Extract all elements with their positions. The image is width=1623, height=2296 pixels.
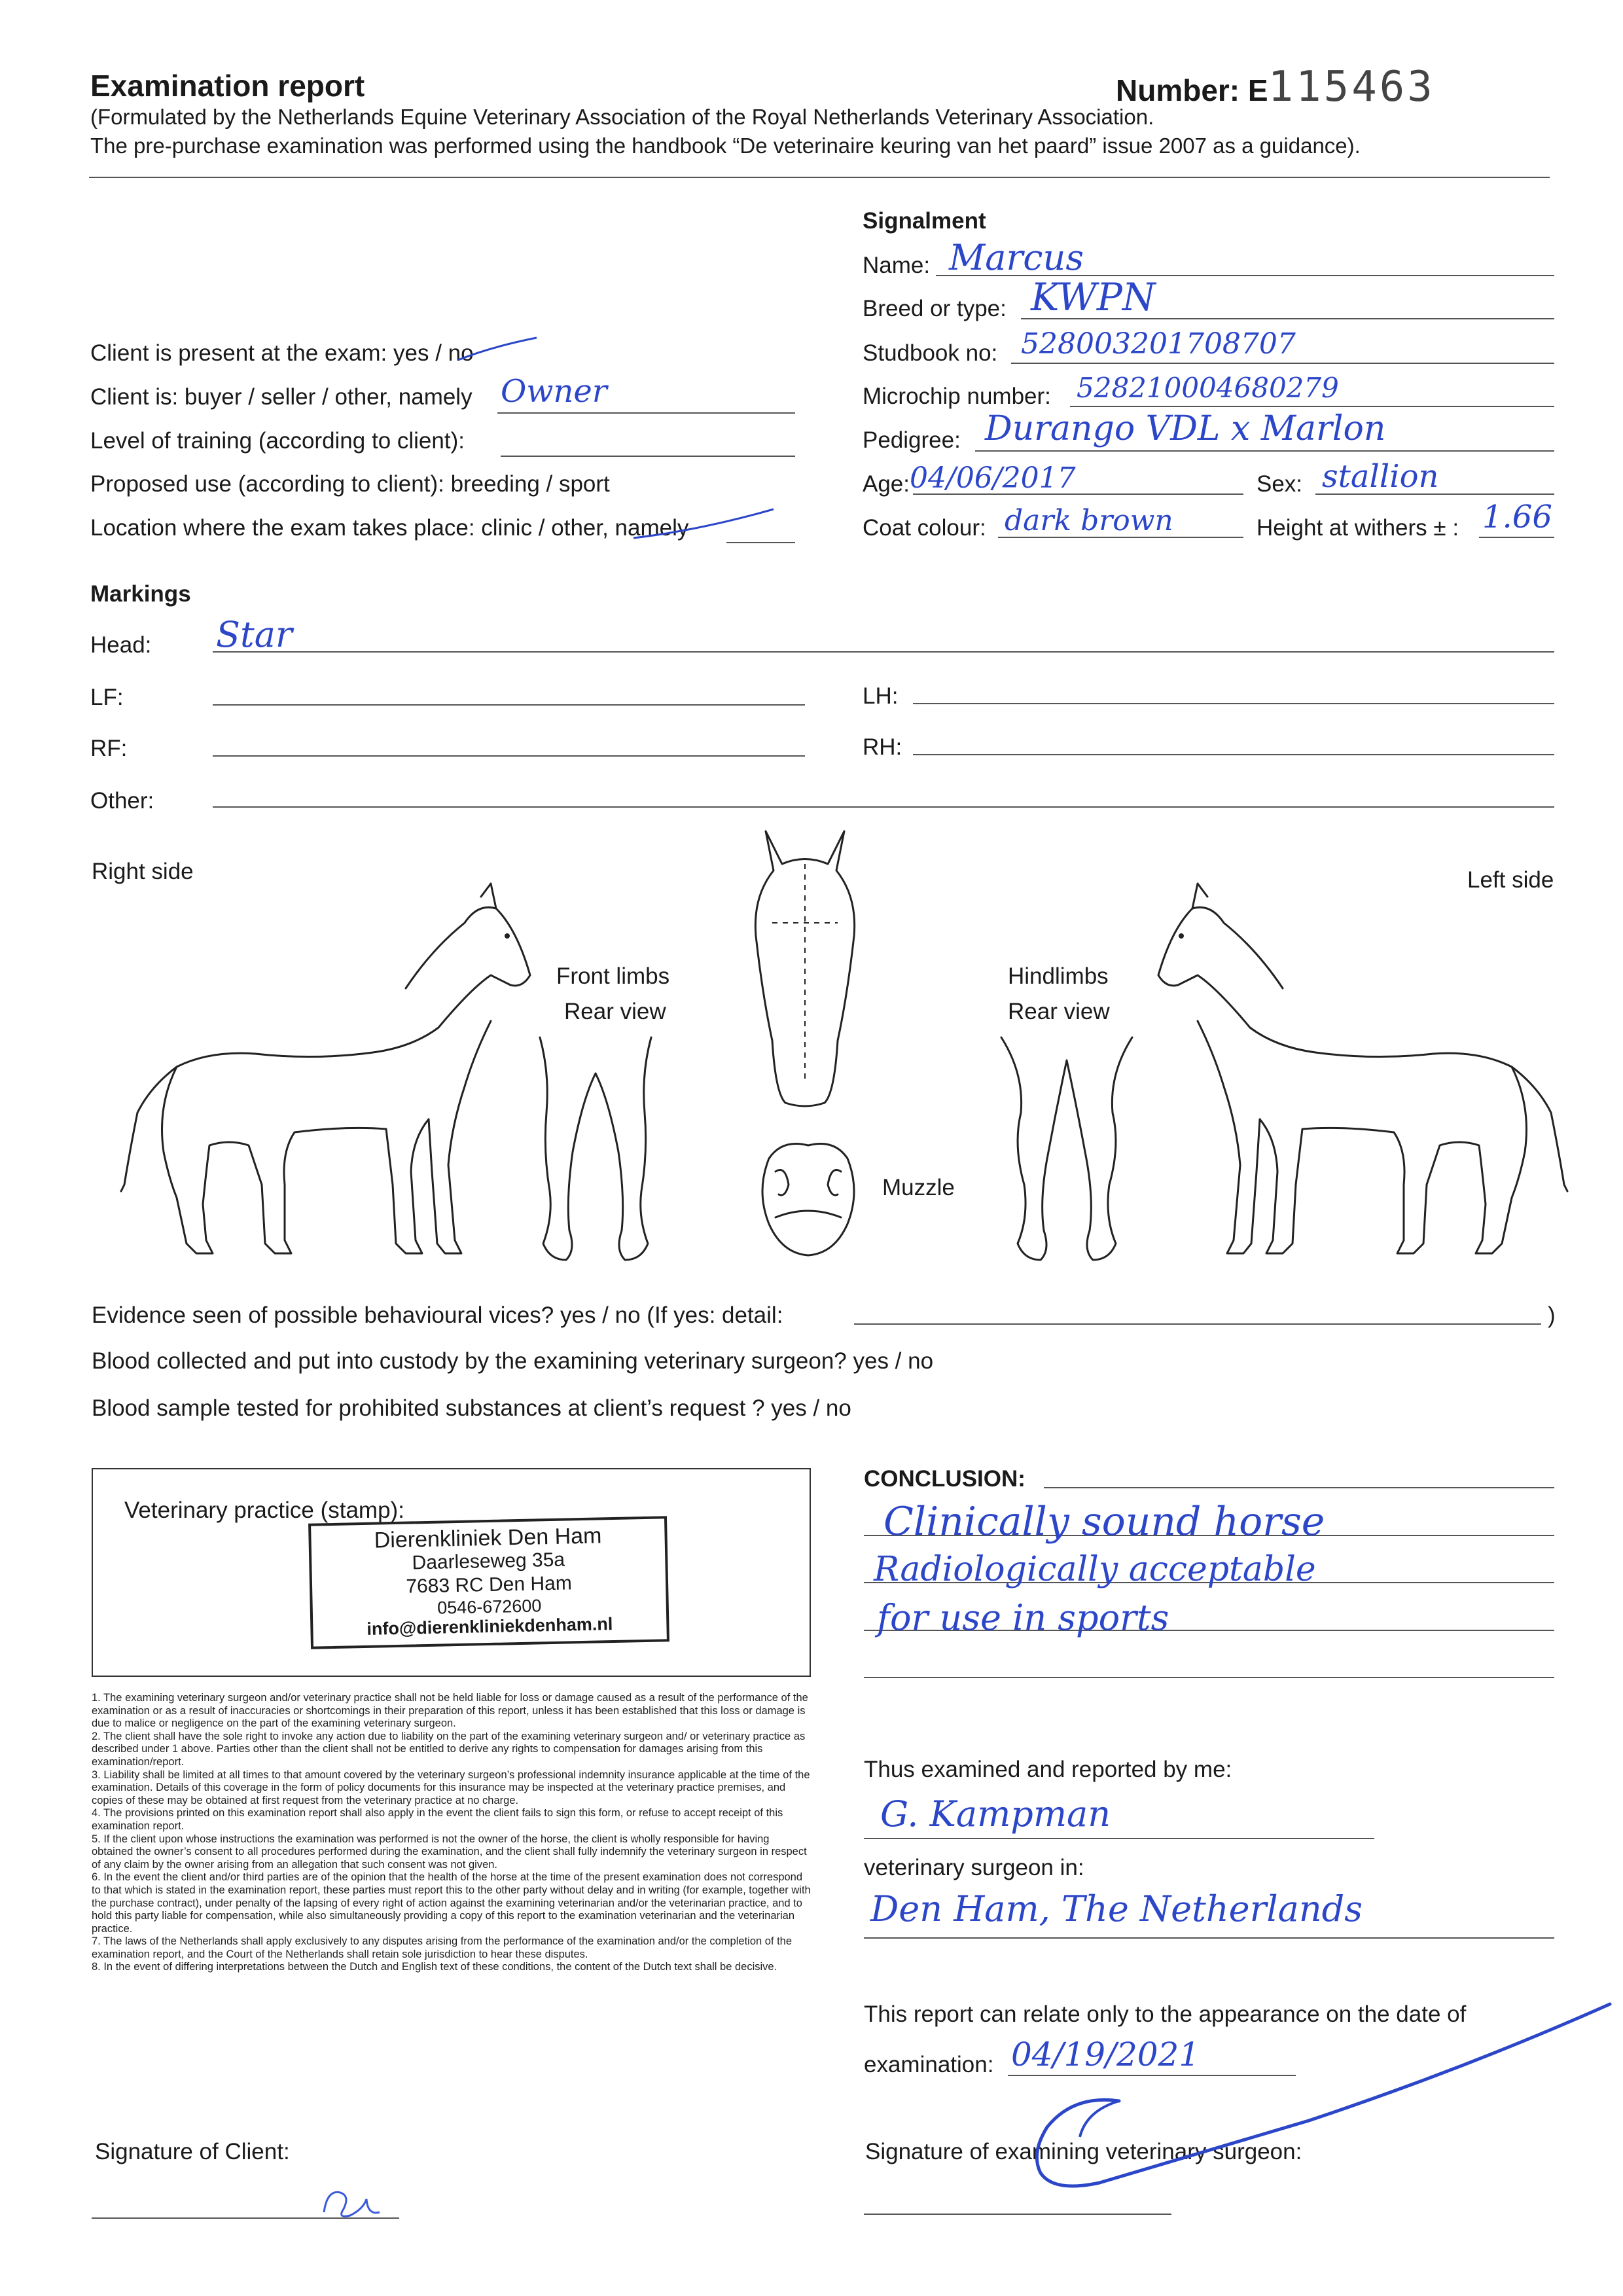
training-line (501, 456, 795, 457)
page-title: Examination report (90, 69, 365, 103)
exam-date-label: examination: (864, 2052, 994, 2077)
blood-custody-question: Blood collected and put into custody by the examining veterinary surgeon? yes / no (92, 1348, 934, 1374)
subtitle-line-2: The pre-purchase examination was performed using the handbook “De veterinaire keuring van het paard” issue 2007 as a guidance). (90, 134, 1361, 158)
sex-value: stallion (1322, 458, 1439, 495)
client-is-line (497, 412, 795, 414)
studbook-line (1011, 363, 1554, 364)
head-line (213, 651, 1554, 653)
studbook-label: Studbook no: (863, 340, 998, 366)
hindlimbs-label: Hindlimbs (1008, 963, 1109, 989)
left-side-label: Left side (1467, 867, 1554, 893)
front-limbs-label: Front limbs (556, 963, 670, 989)
horse-right-side-diagram (98, 877, 543, 1270)
right-side-label: Right side (92, 859, 194, 884)
conclusion-line-4 (864, 1677, 1554, 1678)
term-8: 8. In the event of differing interpretations between the Dutch and English text of these conditions, the content of the Dutch text shall be decisive. (92, 1961, 777, 1973)
muzzle-label: Muzzle (882, 1175, 955, 1200)
hindlimbs-diagram (995, 1034, 1139, 1270)
client-is-label: Client is: buyer / seller / other, namely (90, 384, 473, 410)
vices-question: Evidence seen of possible behavioural vices? yes / no (If yes: detail: (92, 1302, 783, 1328)
exam-date-value: 04/19/2021 (1011, 2036, 1200, 2073)
rh-label: RH: (863, 734, 902, 760)
name-value: Marcus (949, 237, 1084, 278)
relate-text: This report can relate only to the appearance on the date of (864, 2001, 1467, 2027)
muzzle-diagram (756, 1132, 861, 1263)
height-value: 1.66 (1482, 499, 1552, 535)
head-front-diagram (746, 825, 864, 1113)
conclusion-line-0 (1044, 1487, 1554, 1488)
term-6: 6. In the event the client and/or third parties are of the opinion that the health of the horse at the time of the present examination does not correspond to that which is stated in the examination report, these parties must report this to the other party without delay and in writing (for example, together with the purchase contract), under penalty of the lapsing of every right of action against the examining veterinarian and/or the veterinarian practice, and to hold this party liable for compensation, while also simultaneously providing a copy of this report to the examination veterinarian and the veterinarian practice. (92, 1871, 811, 1935)
term-1: 1. The examining veterinary surgeon and/or veterinary practice shall not be held liable for loss or damage caused as a result of the performance of the examination or as a result of inaccuracies or shortcomings in their preparation of this report, unless it has been established that this loss or damage is due to malice or negligence on the part of the examining veterinary surgeon. (92, 1692, 808, 1730)
pedigree-label: Pedigree: (863, 427, 961, 453)
microchip-label: Microchip number: (863, 384, 1051, 409)
sex-label: Sex: (1257, 471, 1303, 497)
examined-by-line (864, 1838, 1374, 1839)
pedigree-line (975, 450, 1554, 452)
age-value: 04/06/2017 (910, 461, 1076, 495)
other-label: Other: (90, 788, 154, 814)
signalment-heading: Signalment (863, 208, 986, 234)
surgeon-signature (969, 1996, 1623, 2206)
lf-label: LF: (90, 685, 124, 710)
practice-label: Veterinary practice (stamp): (124, 1498, 404, 1523)
coat-label: Coat colour: (863, 515, 986, 541)
height-label: Height at withers ± : (1257, 515, 1459, 541)
studbook-value: 528003201708707 (1021, 327, 1296, 361)
breed-value: KWPN (1031, 275, 1156, 319)
rf-line (213, 755, 805, 757)
terms-and-conditions (92, 1692, 812, 1974)
client-signature (314, 2179, 399, 2225)
client-is-value: Owner (501, 373, 607, 410)
practice-stamp: Dierenkliniek Den Ham Daarleseweg 35a 7683 RC Den Ham 0546-672600 info@dierenkliniekdenham.nl (308, 1516, 669, 1649)
rf-label: RF: (90, 736, 128, 761)
conclusion-text-1: Clinically sound horse (883, 1499, 1325, 1545)
conclusion-text-3: for use in sports (877, 1597, 1169, 1638)
client-signature-label: Signature of Client: (95, 2139, 290, 2164)
term-5: 5. If the client upon whose instructions the examination was performed is not the owner of the horse, the client is wholly responsible for having obtained the owner’s consent to all procedures performed during the examination, and the client shall fully indemnify the veterinary surgeon in respect of any claim by the owner arising from an allegation that such consent was not given. (92, 1833, 807, 1871)
training-label: Level of training (according to client): (90, 428, 465, 454)
front-limbs-view-label: Rear view (564, 999, 666, 1024)
surgeon-signature-label: Signature of examining veterinary surgeon: (865, 2139, 1302, 2164)
conclusion-text-2: Radiologically acceptable (874, 1550, 1316, 1589)
term-7: 7. The laws of the Netherlands shall apply exclusively to any disputes arising from the performance of the examination and/or the completion of the examination report, and the Court of the Netherlands shall retain sole jurisdiction to hear these disputes. (92, 1935, 793, 1960)
surgeon-signature-line (864, 2214, 1171, 2215)
examined-by-value: G. Kampman (880, 1793, 1111, 1835)
lh-label: LH: (863, 683, 899, 709)
blood-tested-question: Blood sample tested for prohibited substances at client’s request ? yes / no (92, 1395, 851, 1421)
markings-heading: Markings (90, 581, 191, 607)
proposed-use-label: Proposed use (according to client): breeding / sport (90, 471, 610, 497)
breed-label: Breed or type: (863, 296, 1007, 321)
other-line (213, 806, 1554, 808)
name-label: Name: (863, 253, 931, 278)
client-present-label: Client is present at the exam: yes / no (90, 340, 474, 366)
microchip-value: 528210004680279 (1077, 372, 1339, 404)
examined-by-label: Thus examined and reported by me: (864, 1757, 1232, 1782)
term-4: 4. The provisions printed on this examination report shall also apply in the event the client fails to sign this form, or refuse to accept receipt of this examination report. (92, 1807, 783, 1832)
surgeon-in-line (864, 1937, 1554, 1939)
head-label: Head: (90, 632, 152, 658)
report-number: Number: E115463 (1116, 63, 1435, 111)
height-line (1479, 537, 1554, 538)
lf-line (213, 704, 805, 706)
client-present-strike (452, 334, 543, 367)
location-label: Location where the exam takes place: clinic / other, namely (90, 515, 689, 541)
location-strike (628, 504, 779, 543)
front-limbs-diagram (524, 1034, 668, 1270)
vices-detail-line (854, 1323, 1541, 1325)
term-3: 3. Liability shall be limited at all times to that amount covered by the veterinary surgeon’s professional indemnity insurance applicable at the time of the examination. Details of this coverage in the form of policy documents for this insurance may be inspected at the veterinary practice premises, and copies of these may be obtained at first request from the veterinary practice at no charge. (92, 1768, 810, 1806)
hindlimbs-view-label: Rear view (1008, 999, 1110, 1024)
surgeon-in-label: veterinary surgeon in: (864, 1855, 1084, 1880)
header-divider (89, 177, 1550, 178)
age-label: Age: (863, 471, 910, 497)
pedigree-value: Durango VDL x Marlon (985, 409, 1386, 448)
report-number-value: 115463 (1268, 63, 1435, 111)
subtitle-line-1: (Formulated by the Netherlands Equine Veterinary Association of the Royal Netherlands Veterinary Association. (90, 105, 1154, 129)
head-value: Star (216, 614, 293, 655)
horse-left-side-diagram (1145, 877, 1590, 1270)
conclusion-heading: CONCLUSION: (864, 1466, 1026, 1492)
coat-value: dark brown (1005, 504, 1173, 537)
microchip-line (1070, 406, 1554, 407)
rh-line (913, 754, 1554, 755)
vices-close-paren: ) (1548, 1302, 1556, 1328)
lh-line (913, 703, 1554, 704)
term-2: 2. The client shall have the sole right to invoke any action due to liability on the part of the examining veterinary surgeon and/ or veterinary practice as described under 1 above. Parties other than the client shall not be entitled to derive any rights to compensation for damages arising from this examination/report. (92, 1730, 806, 1768)
surgeon-in-value: Den Ham, The Netherlands (870, 1888, 1363, 1929)
